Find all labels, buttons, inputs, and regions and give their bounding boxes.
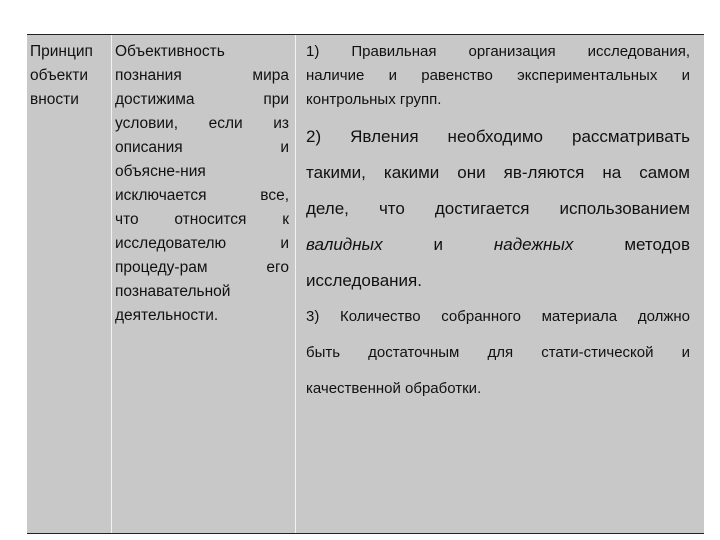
description-line: исследователю и — [115, 235, 289, 252]
condition-line: 2) Явления необходимо рассматривать — [306, 127, 690, 146]
description-line: описания и — [115, 139, 289, 156]
description-line: познания мира — [115, 67, 289, 84]
condition-line: качественной обработки. — [306, 380, 482, 397]
condition-line: такими, какими они яв-ляются на самом — [306, 163, 690, 182]
condition-line-methods — [306, 227, 690, 263]
description-line: исключается все, — [115, 187, 289, 204]
condition-line: 3) Количество собранного материала должно — [306, 308, 690, 325]
principle-name-cell — [30, 40, 110, 112]
description-line: деятельности. — [115, 307, 219, 324]
column-divider-2 — [295, 35, 296, 533]
column-divider-1 — [111, 35, 112, 533]
condition-3 — [306, 299, 690, 407]
principle-name-line: Принцип — [30, 43, 93, 60]
description-line: процеду-рам его — [115, 259, 289, 276]
condition-2 — [306, 119, 690, 299]
description-line: познавательной — [115, 283, 231, 300]
word-and: и — [433, 235, 443, 254]
word-valid: валидных — [306, 235, 383, 254]
condition-line: наличие и равенство экспериментальных и — [306, 67, 690, 84]
description-line: достижима при — [115, 91, 289, 108]
condition-line: деле, что достигается использованием — [306, 199, 690, 218]
principle-name-line: вности — [30, 91, 79, 108]
conditions-cell — [306, 40, 690, 407]
condition-1 — [306, 40, 690, 112]
description-line: объясне-ния — [115, 163, 206, 180]
condition-line: быть достаточным для стати-стической и — [306, 344, 690, 361]
condition-line: контрольных групп. — [306, 91, 442, 108]
principle-table — [27, 34, 704, 534]
word-reliable: надежных — [493, 235, 574, 254]
description-line: что относится к — [115, 211, 289, 228]
condition-line: 1) Правильная организация исследования, — [306, 43, 690, 60]
word-methods: методов — [624, 235, 690, 254]
description-line: Объективность — [115, 43, 225, 60]
condition-line: исследования. — [306, 271, 422, 290]
principle-description-cell — [115, 40, 289, 328]
description-line: условии, если из — [115, 115, 289, 132]
principle-name-line: объекти — [30, 67, 89, 84]
